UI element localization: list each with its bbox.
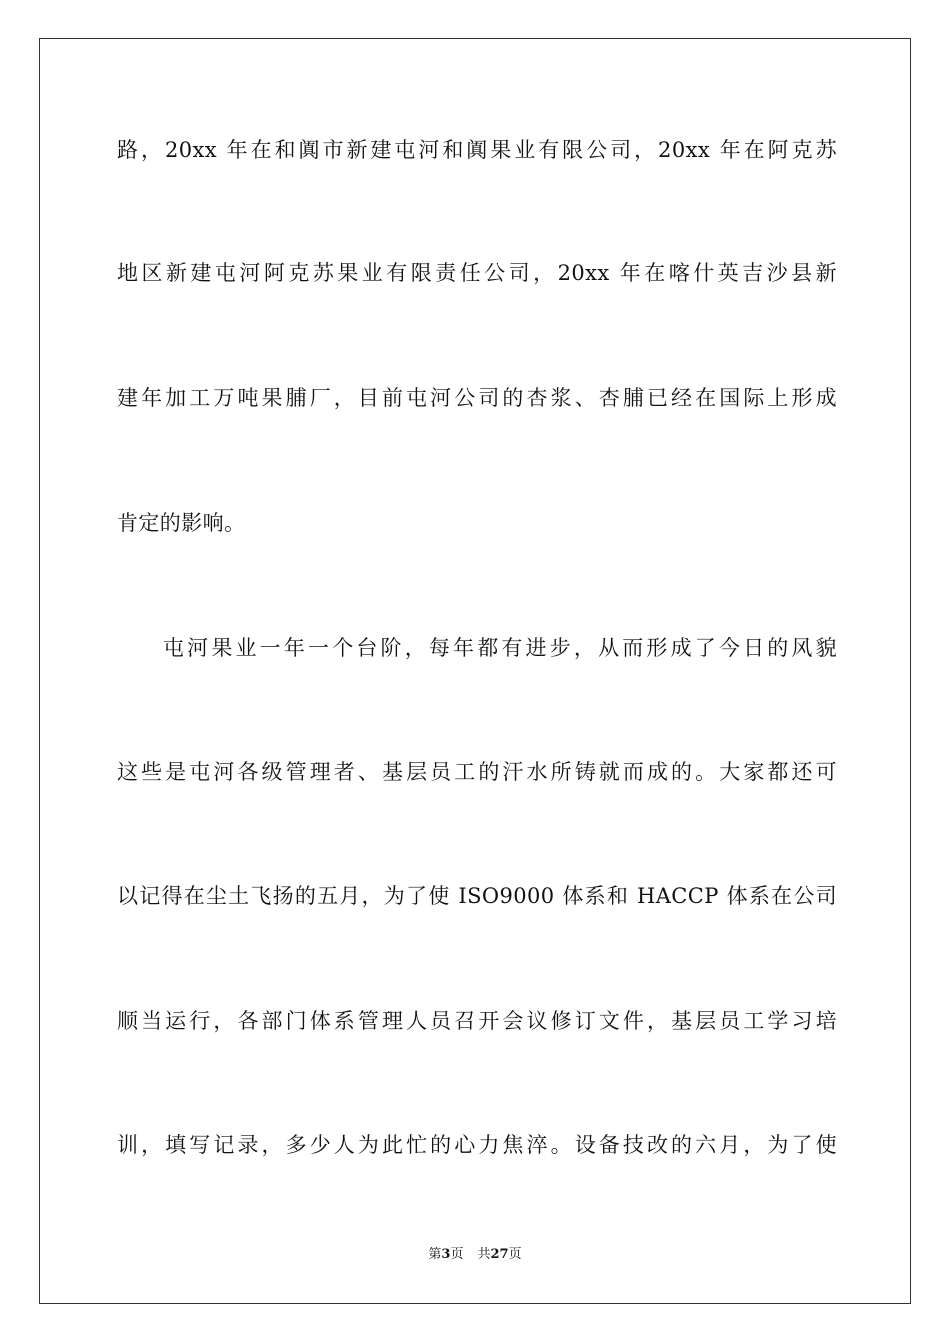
text-line: 这些是屯河各级管理者、基层员工的汗水所铸就而成的。大家都还可 xyxy=(117,760,837,784)
text-line: 路，20xx 年在和阗市新建屯河和阗果业有限公司，20xx 年在阿克苏 xyxy=(117,138,837,162)
paragraph-first-line: 屯河果业一年一个台阶，每年都有进步，从而形成了今日的风貌 xyxy=(163,636,837,660)
text-line: 顺当运行，各部门体系管理人员召开会议修订文件，基层员工学习培 xyxy=(117,1009,837,1033)
total-suffix: 页 xyxy=(508,1247,522,1262)
page-frame xyxy=(39,38,911,1304)
text-line: 以记得在尘土飞扬的五月，为了使 ISO9000 体系和 HACCP 体系在公司 xyxy=(117,884,837,908)
text-line: 地区新建屯河阿克苏果业有限责任公司，20xx 年在喀什英吉沙县新 xyxy=(117,261,837,285)
text-line: 训，填写记录，多少人为此忙的心力焦淬。设备技改的六月，为了使 xyxy=(117,1133,837,1157)
text-line: 肯定的影响。 xyxy=(117,511,246,535)
page-footer xyxy=(0,1246,950,1264)
page-number: 3 xyxy=(441,1247,451,1262)
total-prefix: 共 xyxy=(477,1247,491,1262)
page-suffix: 页 xyxy=(450,1247,464,1262)
text-line: 建年加工万吨果脯厂，目前屯河公司的杏浆、杏脯已经在国际上形成 xyxy=(117,386,837,410)
page-prefix: 第 xyxy=(428,1247,442,1262)
total-pages: 27 xyxy=(490,1247,509,1262)
